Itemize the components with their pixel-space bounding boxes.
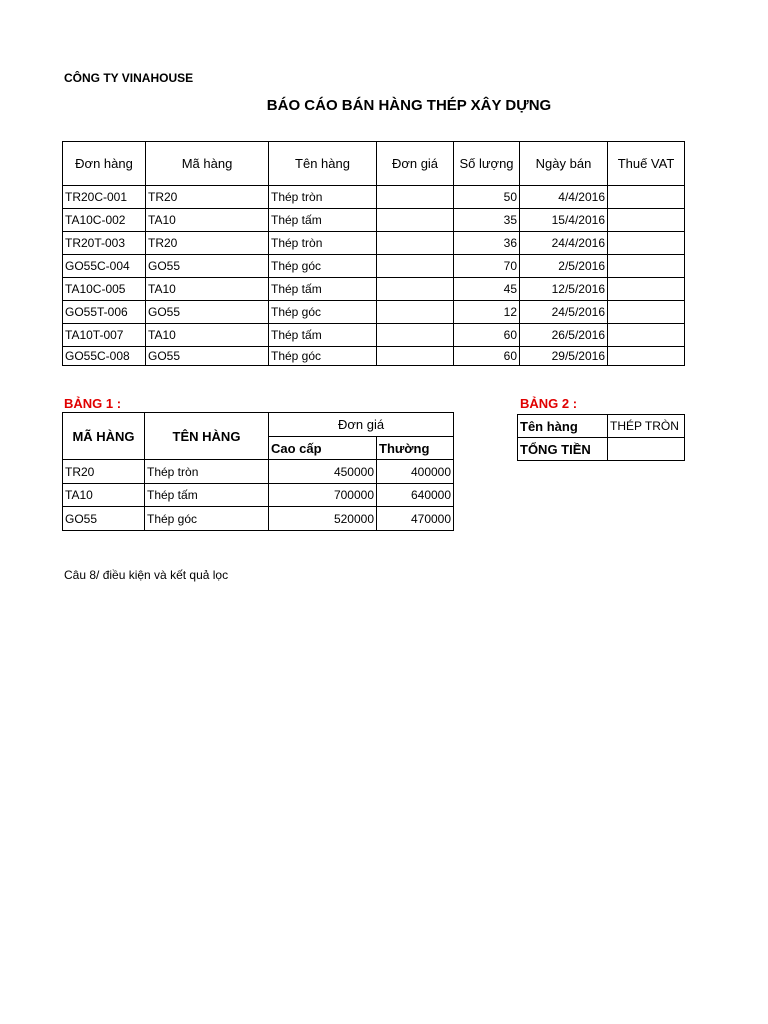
bang2-row-tong-tien [518,438,685,461]
cell-ten-hang: Thép tròn [269,186,377,209]
cell-so-luong: 60 [454,347,520,366]
cell-ma-hang: TA10 [146,278,269,301]
cell-ma-hang: TR20 [146,232,269,255]
cell-don-gia [377,232,454,255]
table-row [63,324,685,347]
cell-don-hang: TA10C-005 [63,278,146,301]
cell-don-gia [377,347,454,366]
bang1-header-thuong: Thường [377,437,454,460]
cell-ma-hang: GO55 [146,347,269,366]
company-name: CÔNG TY VINAHOUSE [64,71,194,85]
cell-ngay-ban: 26/5/2016 [520,324,608,347]
sales-table [62,141,685,366]
question-text: Câu 8/ điều kiện và kết quả lọc [64,568,229,582]
bang1-header-cao-cap: Cao cấp [269,437,377,460]
bang1-header-don-gia: Đơn giá [269,413,454,437]
header-ma-hang: Mã hàng [146,142,269,186]
cell-thue-vat [608,255,685,278]
cell-so-luong: 35 [454,209,520,232]
cell-thue-vat [608,301,685,324]
cell-ngay-ban: 24/4/2016 [520,232,608,255]
header-thue-vat: Thuế VAT [608,142,685,186]
cell-ngay-ban: 12/5/2016 [520,278,608,301]
table-row [63,507,454,531]
cell-ngay-ban: 4/4/2016 [520,186,608,209]
cell-ma-hang: TA10 [146,324,269,347]
cell-ma-hang: TR20 [146,186,269,209]
header-ngay-ban: Ngày bán [520,142,608,186]
table-row [63,347,685,366]
cell-thuong: 470000 [377,507,454,531]
cell-thue-vat [608,347,685,366]
cell-thue-vat [608,186,685,209]
cell-don-hang: TR20T-003 [63,232,146,255]
cell-cao-cap: 700000 [269,484,377,507]
bang1-header-ten-hang: TÊN HÀNG [145,413,269,460]
bang1-label: BẢNG 1 : [64,396,122,411]
cell-ten-hang: Thép tấm [269,324,377,347]
cell-don-hang: TR20C-001 [63,186,146,209]
cell-thuong: 640000 [377,484,454,507]
table-row [63,209,685,232]
table-row [63,301,685,324]
bang2-ten-hang-label: Tên hàng [518,415,608,438]
cell-don-hang: TA10C-002 [63,209,146,232]
cell-so-luong: 70 [454,255,520,278]
cell-don-hang: GO55T-006 [63,301,146,324]
cell-ngay-ban: 29/5/2016 [520,347,608,366]
cell-thue-vat [608,232,685,255]
cell-don-gia [377,278,454,301]
cell-don-gia [377,209,454,232]
table-row [63,460,454,484]
cell-don-hang: TA10T-007 [63,324,146,347]
cell-thue-vat [608,209,685,232]
cell-thue-vat [608,324,685,347]
report-title: BÁO CÁO BÁN HÀNG THÉP XÂY DỰNG [266,97,552,114]
bang2-tong-tien-label: TỔNG TIỀN [518,438,608,461]
table-row [63,255,685,278]
cell-ten-hang: Thép tấm [269,209,377,232]
cell-ma-hang: GO55 [146,301,269,324]
bang2-row-ten-hang [518,415,685,438]
header-so-luong: Số lượng [454,142,520,186]
cell-so-luong: 45 [454,278,520,301]
cell-so-luong: 60 [454,324,520,347]
bang1-table [62,412,454,531]
header-don-hang: Đơn hàng [63,142,146,186]
bang2-table [517,414,685,461]
cell-ten-hang: Thép góc [269,255,377,278]
cell-thuong: 400000 [377,460,454,484]
bang1-header-row-1 [63,413,454,437]
cell-don-gia [377,255,454,278]
cell-ten-hang: Thép tấm [269,278,377,301]
header-ten-hang: Tên hàng [269,142,377,186]
cell-so-luong: 12 [454,301,520,324]
cell-ma-hang: TR20 [63,460,145,484]
sales-table-header [63,142,685,186]
cell-don-gia [377,301,454,324]
cell-ma-hang: TA10 [146,209,269,232]
cell-so-luong: 50 [454,186,520,209]
cell-cao-cap: 450000 [269,460,377,484]
cell-don-gia [377,186,454,209]
cell-ten-hang: Thép tròn [145,460,269,484]
cell-ma-hang: TA10 [63,484,145,507]
cell-don-hang: GO55C-008 [63,347,146,366]
cell-ngay-ban: 24/5/2016 [520,301,608,324]
table-row [63,232,685,255]
cell-ten-hang: Thép góc [269,301,377,324]
cell-ten-hang: Thép góc [269,347,377,366]
table-row [63,186,685,209]
cell-thue-vat [608,278,685,301]
cell-ngay-ban: 2/5/2016 [520,255,608,278]
bang2-ten-hang-value: THÉP TRÒN [608,415,685,438]
table-row [63,484,454,507]
cell-ngay-ban: 15/4/2016 [520,209,608,232]
cell-ma-hang: GO55 [63,507,145,531]
bang2-label: BẢNG 2 : [520,396,578,411]
cell-ten-hang: Thép góc [145,507,269,531]
table-row [63,278,685,301]
cell-so-luong: 36 [454,232,520,255]
cell-ma-hang: GO55 [146,255,269,278]
bang1-header-ma-hang: MÃ HÀNG [63,413,145,460]
cell-don-gia [377,324,454,347]
cell-cao-cap: 520000 [269,507,377,531]
cell-don-hang: GO55C-004 [63,255,146,278]
header-don-gia: Đơn giá [377,142,454,186]
cell-ten-hang: Thép tròn [269,232,377,255]
bang2-tong-tien-value [608,438,685,461]
cell-ten-hang: Thép tấm [145,484,269,507]
